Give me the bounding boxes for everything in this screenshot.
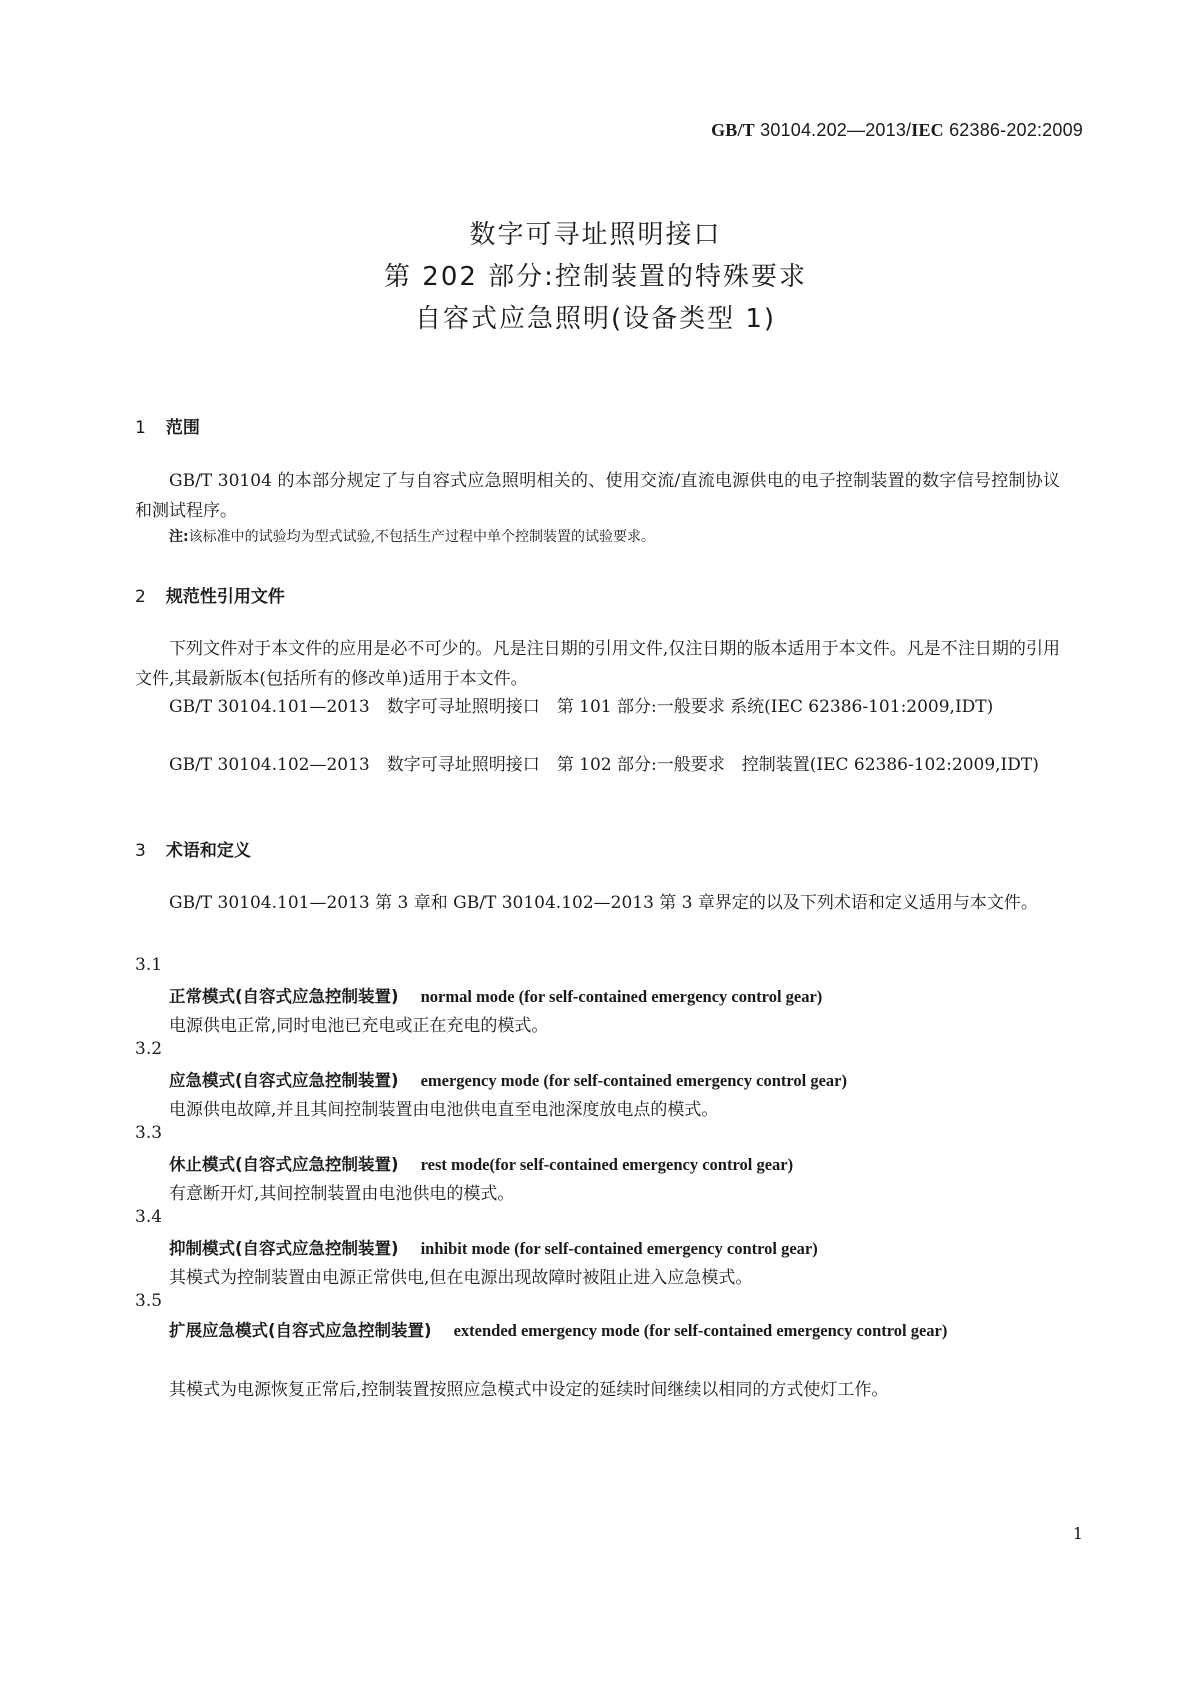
term-zh: 正常模式(自容式应急控制装置) <box>169 987 399 1006</box>
iec-number: 62386-202:2009 <box>943 120 1083 140</box>
section-title: 规范性引用文件 <box>165 587 285 607</box>
term-en: extended emergency mode (for self-contained emergency control gear) <box>453 1321 948 1340</box>
note-text: 该标准中的试验均为型式试验,不包括生产过程中单个控制装置的试验要求。 <box>188 529 656 545</box>
term-definition: 电源供电故障,并且其间控制装置由电池供电直至电池深度放电点的模式。 <box>169 1100 719 1120</box>
reference-item: GB/T 30104.102—2013 数字可寻址照明接口 第 102 部分:一般要求 控制装置(IEC 62386-102:2009,IDT) <box>169 755 1039 775</box>
term-definition: 有意断开灯,其间控制装置由电池供电的模式。 <box>169 1184 515 1204</box>
scope-paragraph: GB/T 30104 的本部分规定了与自容式应急照明相关的、使用交流/直流电源供电的电子控制装置的数字信号控制协议和测试程序。 <box>135 471 1060 521</box>
section-number: 3 <box>135 841 146 861</box>
term-title <box>169 1067 847 1091</box>
standard-prefix: GB/T <box>711 120 755 140</box>
title-line-2: 第 202 部分:控制装置的特殊要求 <box>384 262 807 292</box>
term-title <box>169 983 822 1007</box>
title-line-1: 数字可寻址照明接口 <box>469 220 722 250</box>
note-label: 注: <box>169 529 189 545</box>
term-en: inhibit mode (for self-contained emergency control gear) <box>420 1239 818 1258</box>
term-title <box>169 1235 818 1259</box>
scope-note <box>169 526 655 546</box>
term-zh: 休止模式(自容式应急控制装置) <box>169 1155 399 1174</box>
term-number: 3.2 <box>135 1039 163 1059</box>
section-title: 术语和定义 <box>165 841 251 861</box>
term-number: 3.4 <box>135 1207 163 1227</box>
term-zh: 应急模式(自容式应急控制装置) <box>169 1071 399 1090</box>
section-heading-scope <box>135 413 200 438</box>
normative-refs-paragraph: 下列文件对于本文件的应用是必不可少的。凡是注日期的引用文件,仅注日期的版本适用于本文件。凡是不注日期的引用文件,其最新版本(包括所有的修改单)适用于本文件。 <box>135 639 1060 689</box>
term-zh: 扩展应急模式(自容式应急控制装置) <box>169 1321 432 1340</box>
term-title <box>169 1151 793 1175</box>
section-heading-terms <box>135 836 251 861</box>
term-definition: 电源供电正常,同时电池已充电或正在充电的模式。 <box>169 1016 549 1036</box>
reference-item: GB/T 30104.101—2013 数字可寻址照明接口 第 101 部分:一般要求 系统(IEC 62386-101:2009,IDT) <box>169 697 994 717</box>
term-number: 3.1 <box>135 955 163 975</box>
title-line-3: 自容式应急照明(设备类型 1) <box>414 304 777 334</box>
term-definition: 其模式为控制装置由电源正常供电,但在电源出现故障时被阻止进入应急模式。 <box>169 1268 753 1288</box>
term-en: emergency mode (for self-contained emergency control gear) <box>420 1071 847 1090</box>
iec-prefix: IEC <box>911 120 944 140</box>
term-number: 3.3 <box>135 1123 163 1143</box>
section-heading-normative-refs <box>135 582 285 607</box>
term-en: normal mode (for self-contained emergency control gear) <box>420 987 823 1006</box>
section-number: 2 <box>135 587 146 607</box>
section-title: 范围 <box>165 418 200 438</box>
standard-number: 30104.202—2013/ <box>754 120 912 140</box>
term-definition: 其模式为电源恢复正常后,控制装置按照应急模式中设定的延续时间继续以相同的方式使灯工作。 <box>169 1380 889 1400</box>
term-number: 3.5 <box>135 1291 163 1311</box>
standard-code <box>711 120 1083 141</box>
terms-paragraph: GB/T 30104.101—2013 第 3 章和 GB/T 30104.102—2013 第 3 章界定的以及下列术语和定义适用与本文件。 <box>169 893 1038 913</box>
term-en: rest mode(for self-contained emergency control gear) <box>420 1155 794 1174</box>
section-number: 1 <box>135 418 146 438</box>
term-title <box>135 1316 1060 1346</box>
page-number: 1 <box>1072 1524 1083 1543</box>
term-zh: 抑制模式(自容式应急控制装置) <box>169 1239 399 1258</box>
